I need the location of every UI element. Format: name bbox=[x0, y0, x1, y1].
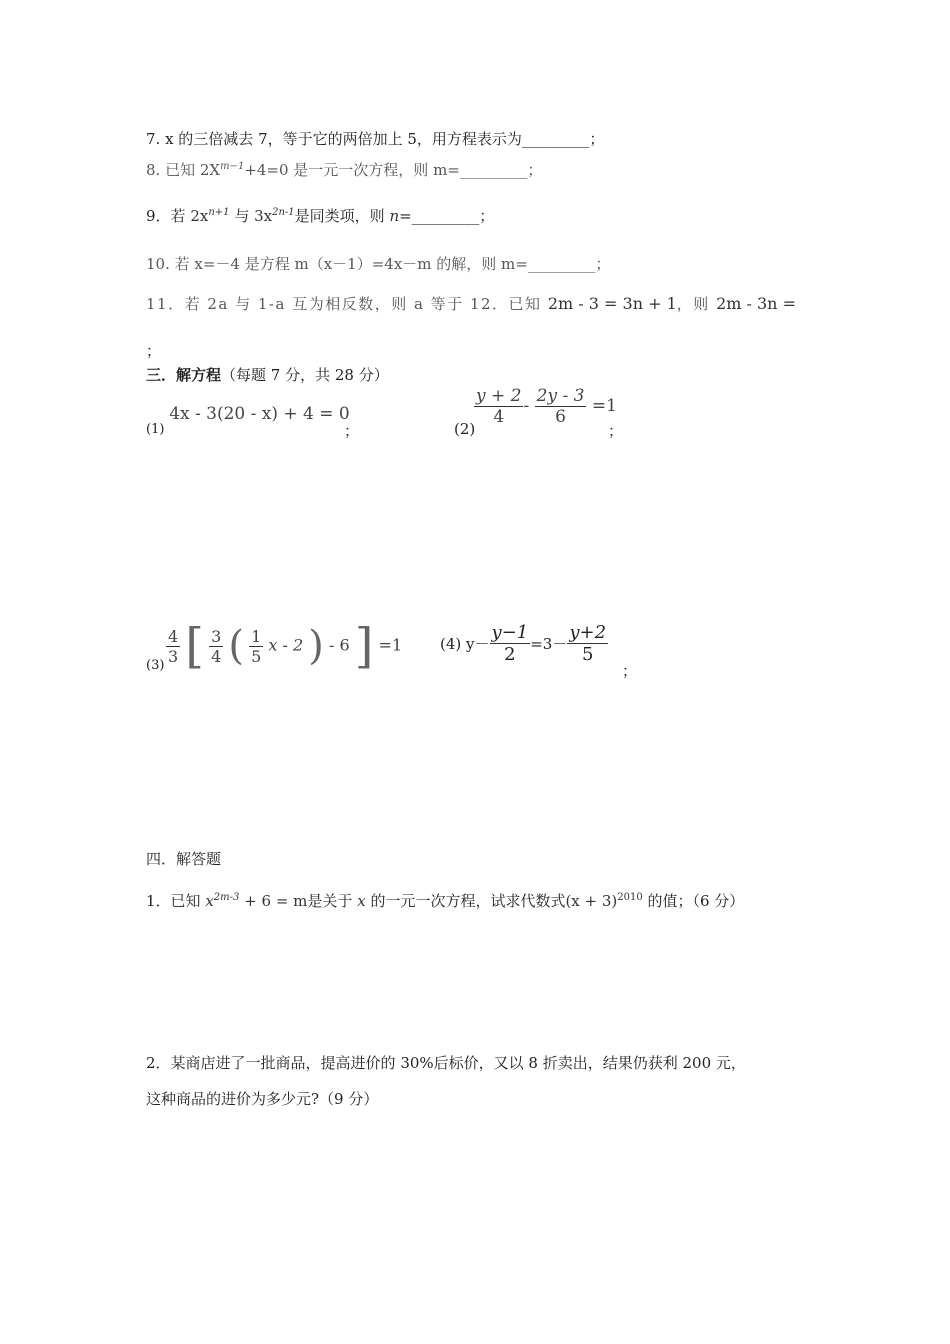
question-8-pre: 8. 已知 2X bbox=[146, 161, 221, 179]
equation-11-b: 2m - 3n = bbox=[716, 294, 796, 313]
problem-3-inner: x - 2 bbox=[268, 635, 304, 655]
fraction-a-denominator: 3 bbox=[168, 646, 179, 666]
problem-3-fraction-a bbox=[166, 627, 180, 666]
question-9-post2: =_________； bbox=[399, 207, 495, 225]
fraction-2-denominator: 6 bbox=[535, 406, 587, 427]
left-bracket: [ bbox=[185, 618, 205, 674]
problem-1-end: ； bbox=[344, 422, 360, 440]
a1-equation bbox=[205, 892, 307, 910]
fraction-1-denominator: 4 bbox=[474, 406, 523, 427]
section-4-title: 四．解答题 bbox=[146, 850, 222, 868]
a1-tail: 的值；（6 分） bbox=[647, 892, 745, 910]
question-10 bbox=[146, 253, 610, 274]
fraction-c-numerator: 1 bbox=[251, 626, 262, 646]
question-10-text: 10. 若 x=－4 是方程 m（x－1）=4x－m 的解，则 m=_________； bbox=[146, 255, 611, 273]
fraction-2-numerator: 2y - 3 bbox=[536, 386, 585, 406]
term-1 bbox=[190, 207, 229, 225]
problem-1-label: (1) bbox=[146, 422, 165, 437]
problem-4 bbox=[440, 622, 608, 665]
question-7-text: 7. x 的三倍减去 7，等于它的两倍加上 5，用方程表示为_________； bbox=[146, 130, 605, 148]
p4-fraction-2-numerator: y+2 bbox=[569, 622, 607, 643]
problem-2-label: (2) bbox=[454, 420, 476, 438]
answer-question-1 bbox=[146, 890, 744, 911]
a1-base: x bbox=[205, 892, 214, 910]
problem-2-fraction-1 bbox=[474, 386, 523, 427]
p4-fraction-2-denominator: 5 bbox=[567, 643, 608, 665]
question-9 bbox=[146, 205, 494, 226]
problem-3-fraction-b bbox=[209, 627, 223, 666]
p4-fraction-1-denominator: 2 bbox=[490, 643, 531, 665]
problem-2-equation bbox=[474, 386, 617, 427]
question-11-mid: ，则 bbox=[676, 295, 710, 313]
section-3-note: （每题 7 分，共 28 分） bbox=[221, 366, 389, 384]
problem-2-end: ； bbox=[608, 422, 624, 440]
a1-variable: x bbox=[357, 892, 366, 910]
problem-2-rhs: =1 bbox=[591, 396, 617, 416]
problem-3-equation bbox=[166, 618, 402, 674]
a1-mid: 是关于 bbox=[307, 892, 353, 910]
question-8 bbox=[146, 159, 542, 180]
problem-4-fraction-1 bbox=[490, 622, 531, 665]
problem-4-fraction-2 bbox=[567, 622, 608, 665]
question-8-exponent: m−1 bbox=[220, 161, 245, 172]
fraction-a-numerator: 4 bbox=[168, 626, 179, 646]
term-1-base: 2x bbox=[190, 207, 209, 225]
problem-1-equation: 4x - 3(20 - x) + 4 = 0 bbox=[169, 404, 350, 424]
problem-4-end: ； bbox=[622, 662, 638, 680]
fraction-c-denominator: 5 bbox=[251, 646, 262, 666]
a1-expression bbox=[565, 892, 642, 910]
question-9-mid: 与 bbox=[234, 207, 250, 225]
question-11-tail: ； bbox=[146, 342, 162, 360]
fraction-b-denominator: 4 bbox=[211, 646, 222, 666]
question-8-post: +4=0 是一元一次方程，则 m=_________； bbox=[244, 161, 543, 179]
p4-fraction-1-numerator: y−1 bbox=[491, 622, 529, 643]
minus-sign: - bbox=[523, 396, 530, 416]
problem-3-rhs: =1 bbox=[378, 635, 403, 655]
a1-exponent: 2m-3 bbox=[213, 892, 240, 903]
problem-3-label: (3) bbox=[146, 658, 165, 673]
problem-3-fraction-c bbox=[249, 627, 263, 666]
a1-post: 的一元一次方程，试求代数式 bbox=[370, 892, 566, 910]
answer-question-2-line-2: 这种商品的进价为多少元?（9 分） bbox=[146, 1090, 379, 1108]
term-2-exponent: 2n-1 bbox=[272, 207, 295, 218]
problem-1 bbox=[146, 404, 350, 437]
term-2 bbox=[254, 207, 295, 225]
a1-eq: + 6 = m bbox=[244, 892, 308, 910]
problem-3-minus-six: - 6 bbox=[328, 635, 350, 655]
fraction-b-numerator: 3 bbox=[211, 626, 222, 646]
term-2-base: 3x bbox=[254, 207, 273, 225]
a1-pre: 1．已知 bbox=[146, 892, 201, 910]
question-11 bbox=[146, 293, 796, 314]
term-1-exponent: n+1 bbox=[208, 207, 230, 218]
a1-expr-base: (x + 3) bbox=[565, 892, 618, 910]
question-9-post1: 是同类项，则 bbox=[294, 207, 385, 225]
right-bracket: ] bbox=[354, 618, 374, 674]
answer-question-2-line-1: 2．某商店进了一批商品，提高进价的 30%后标价，又以 8 折卖出，结果仍获利 200 元， bbox=[146, 1054, 746, 1072]
problem-2-fraction-2 bbox=[535, 386, 587, 427]
problem-4-label: (4) y－ bbox=[440, 635, 490, 653]
question-7 bbox=[146, 128, 604, 149]
right-paren: ) bbox=[308, 623, 324, 669]
variable-n: n bbox=[389, 207, 400, 225]
left-paren: ( bbox=[228, 623, 244, 669]
section-3-heading bbox=[146, 364, 389, 385]
question-9-pre: 9．若 bbox=[146, 207, 186, 225]
fraction-1-numerator: y + 2 bbox=[476, 386, 522, 406]
equation-11-a: 2m - 3 = 3n + 1 bbox=[547, 294, 677, 313]
problem-4-mid: =3－ bbox=[530, 635, 568, 653]
section-3-title: 三．解方程 bbox=[146, 366, 222, 384]
question-11-pre: 11．若 2a 与 1-a 互为相反数，则 a 等于 12．已知 bbox=[146, 295, 542, 313]
a1-expr-exponent: 2010 bbox=[617, 892, 643, 903]
